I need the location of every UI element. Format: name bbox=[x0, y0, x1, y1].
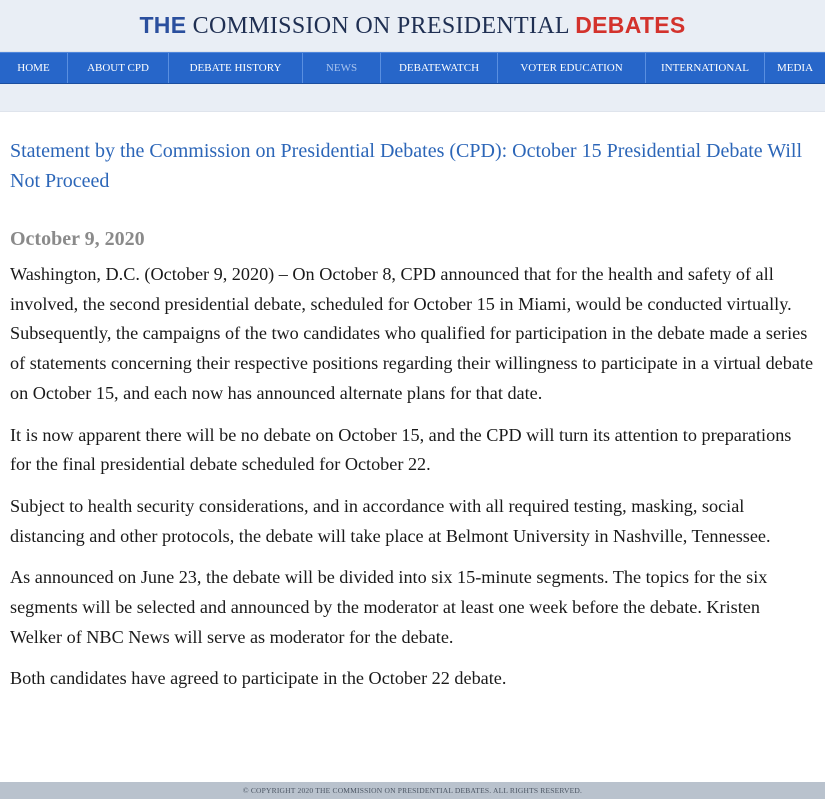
article-paragraph: Subject to health security considerations, and in accordance with all required testing, masking, social distancing and other protocols, the debate will take place at Belmont University in Nashville, Tennessee. bbox=[10, 495, 771, 546]
nav-item-debatewatch[interactable]: DEBATEWATCH bbox=[381, 53, 498, 83]
nav-item-voter-education[interactable]: VOTER EDUCATION bbox=[498, 53, 646, 83]
article-date: October 9, 2020 bbox=[10, 228, 145, 250]
article-paragraph: It is now apparent there will be no debate on October 15, and the CPD will turn its attention to preparations for the final presidential debate scheduled for October 22. bbox=[10, 424, 792, 475]
main-nav bbox=[0, 52, 825, 84]
nav-item-debate-history[interactable]: DEBATE HISTORY bbox=[169, 53, 303, 83]
nav-item-media[interactable]: MEDIA bbox=[776, 62, 814, 74]
nav-item-international[interactable]: INTERNATIONAL bbox=[646, 53, 765, 83]
article bbox=[0, 136, 825, 694]
logo-debates: DEBATES bbox=[575, 11, 686, 38]
logo-the: THE bbox=[139, 11, 187, 38]
site-header bbox=[0, 0, 825, 52]
article-title: Statement by the Commission on Presidential Debates (CPD): October 15 Presidential Debate Will Not Proceed bbox=[10, 140, 803, 192]
copyright-text: © COPYRIGHT 2020 THE COMMISSION ON PRESIDENTIAL DEBATES. ALL RIGHTS RESERVED. bbox=[242, 786, 583, 795]
sub-header-bar bbox=[0, 84, 825, 112]
logo-commission-text: COMMISSION ON PRESIDENTIAL bbox=[192, 12, 569, 39]
article-paragraph: Washington, D.C. (October 9, 2020) – On October 8, CPD announced that for the health and safety of all involved, the second presidential debate, scheduled for October 15 in Miami, would be conducted virtually. Subsequently, the campaigns of the two candidates who qualified for participation in the debate made a series of statements concerning their respective positions regarding their willingness to participate in a virtual debate on October 15, and each now has announced alternate plans for that date. bbox=[10, 264, 814, 403]
nav-item-home[interactable]: HOME bbox=[0, 53, 68, 83]
article-paragraph: As announced on June 23, the debate will be divided into six 15-minute segments. The topics for the six segments will be selected and announced by the moderator at least one week before the debate. Kristen Welker of NBC News will serve as moderator for the debate. bbox=[10, 567, 768, 647]
nav-item-news[interactable]: NEWS bbox=[303, 53, 381, 83]
nav-item-about-cpd[interactable]: ABOUT CPD bbox=[68, 53, 169, 83]
site-footer bbox=[0, 782, 825, 799]
site-logo[interactable] bbox=[139, 12, 685, 40]
article-paragraph: Both candidates have agreed to participate in the October 22 debate. bbox=[10, 668, 507, 689]
